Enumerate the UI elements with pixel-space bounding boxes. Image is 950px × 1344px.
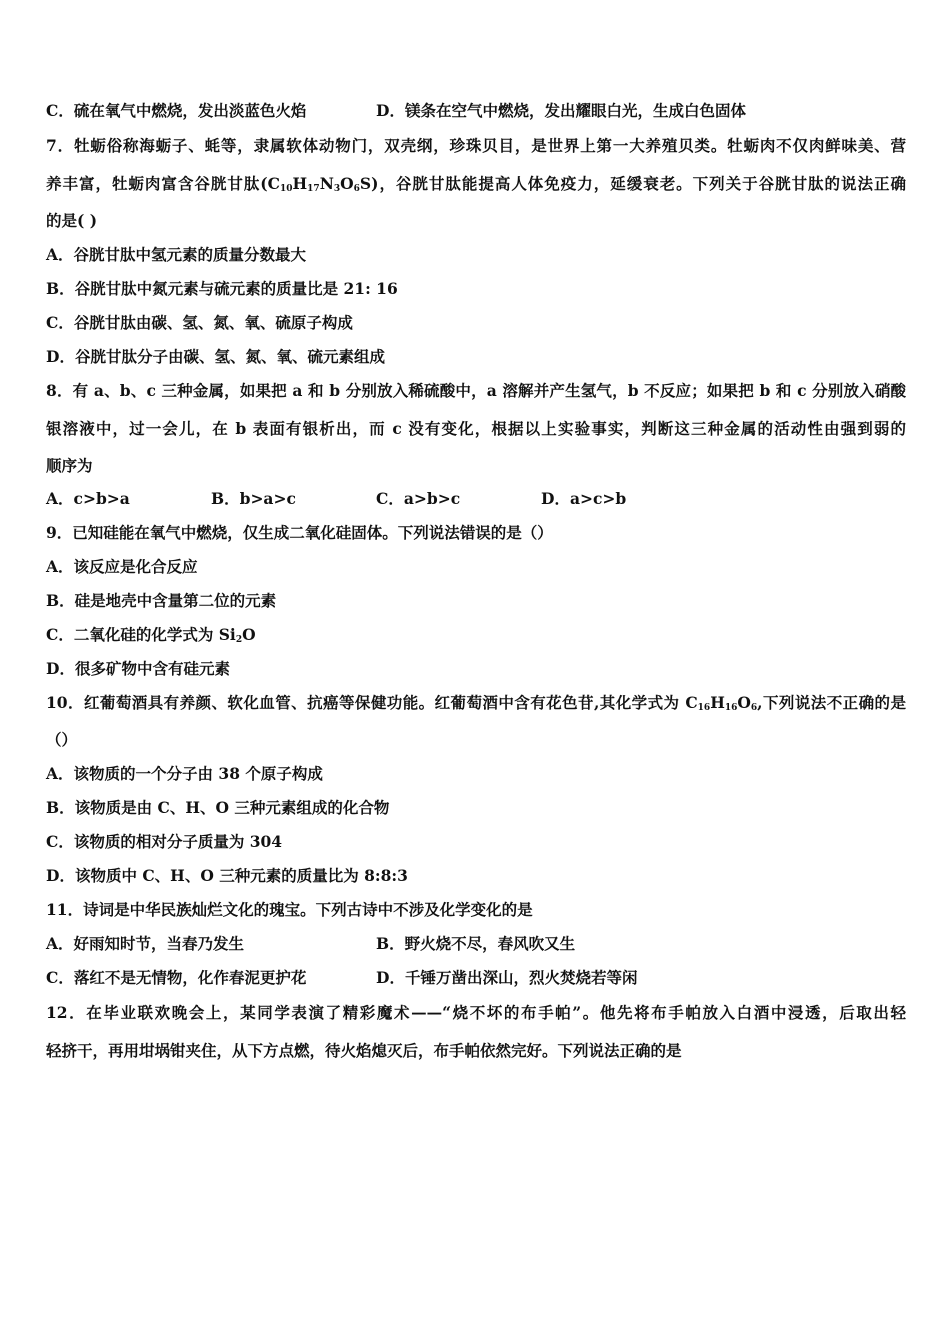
q9-option-b: B．硅是地壳中含量第二位的元素 (46, 591, 277, 610)
q12-stem-line-1: 12．在毕业联欢晚会上，某同学表演了精彩魔术——“烧不坏的布手帕”。他先将布手帕放入白酒中浸透，后取出轻 (46, 1003, 906, 1022)
q6-option-c: C．硫在氧气中燃烧，发出淡蓝色火焰 (46, 101, 307, 120)
q7-option-b: B．谷胱甘肽中氮元素与硫元素的质量比是 21: 16 (46, 279, 398, 298)
q7-option-d: D．谷胱甘肽分子由碳、氢、氮、氧、硫元素组成 (46, 347, 385, 366)
q8-option-a: A．c>b>a (46, 489, 130, 508)
q7-option-a: A．谷胱甘肽中氢元素的质量分数最大 (46, 245, 307, 264)
q11-option-a: A．好雨知时节，当春乃发生 (46, 934, 245, 953)
q10-option-a: A．该物质的一个分子由 38 个原子构成 (46, 764, 323, 783)
q8-stem-line-3: 顺序为 (46, 456, 93, 475)
q11-option-c: C．落红不是无情物，化作春泥更护花 (46, 968, 307, 987)
q9-stem: 9．已知硅能在氧气中燃烧，仅生成二氧化硅固体。下列说法错误的是（） (46, 523, 553, 542)
q10-stem-line-1: 10．红葡萄酒具有养颜、软化血管、抗癌等保健功能。红葡萄酒中含有花色苷,其化学式为 $C_{16}H_{16}O_6$,下列说法不正确的是 (46, 693, 906, 713)
q7-stem-line-3: 的是( ) (46, 211, 98, 230)
q12-stem-line-2: 轻挤干，再用坩埚钳夹住，从下方点燃，待火焰熄灭后，布手帕依然完好。下列说法正确的是 (46, 1041, 682, 1060)
q10-option-c: C．该物质的相对分子质量为 304 (46, 832, 283, 851)
q10-option-d: D．该物质中 C、H、O 三种元素的质量比为 8:8:3 (46, 866, 408, 885)
q7-formula: $C_{10}H_{17}N_3O_6S$ (267, 174, 372, 194)
q11-stem: 11．诗词是中华民族灿烂文化的瑰宝。下列古诗中不涉及化学变化的是 (46, 900, 533, 919)
q11-option-b: B．野火烧不尽，春风吹又生 (376, 934, 576, 953)
q9-option-a: A．该反应是化合反应 (46, 557, 198, 576)
q10-option-b: B．该物质是由 C、H、O 三种元素组成的化合物 (46, 798, 390, 817)
q8-stem-line-1: 8．有 a、b、c 三种金属，如果把 a 和 b 分别放入稀硫酸中，a 溶解并产生氢气，b 不反应；如果把 b 和 c 分别放入硝酸 (46, 381, 906, 400)
q9-option-d: D．很多矿物中含有硅元素 (46, 659, 230, 678)
q7-stem-line-2: 养丰富，牡蛎肉富含谷胱甘肽$(C_{10}H_{17}N_3O_6S)$，谷胱甘肽能提高人体免疫力，延缓衰老。下列关于谷胱甘肽的说法正确 (46, 174, 906, 194)
q9-option-c: C．二氧化硅的化学式为 $Si_2O$ (46, 625, 256, 645)
q10-stem-line-2: （） (46, 730, 78, 749)
q6-option-d: D．镁条在空气中燃烧，发出耀眼白光，生成白色固体 (376, 101, 746, 120)
q7-option-c: C．谷胱甘肽由碳、氢、氮、氧、硫原子构成 (46, 313, 353, 332)
q10-formula: $C_{16}H_{16}O_6$ (685, 693, 758, 713)
q8-option-b: B．b>a>c (211, 489, 296, 508)
q8-stem-line-2: 银溶液中，过一会儿，在 b 表面有银析出，而 c 没有变化，根据以上实验事实，判断这三种金属的活动性由强到弱的 (46, 419, 906, 438)
q7-stem-line-1: 7．牡蛎俗称海蛎子、蚝等，隶属软体动物门，双壳纲，珍珠贝目，是世界上第一大养殖贝类。牡蛎肉不仅肉鲜味美、营 (46, 136, 906, 155)
q8-option-c: C．a>b>c (376, 489, 461, 508)
q11-option-d: D．千锤万凿出深山，烈火焚烧若等闲 (376, 968, 638, 987)
q8-option-d: D．a>c>b (541, 489, 627, 508)
